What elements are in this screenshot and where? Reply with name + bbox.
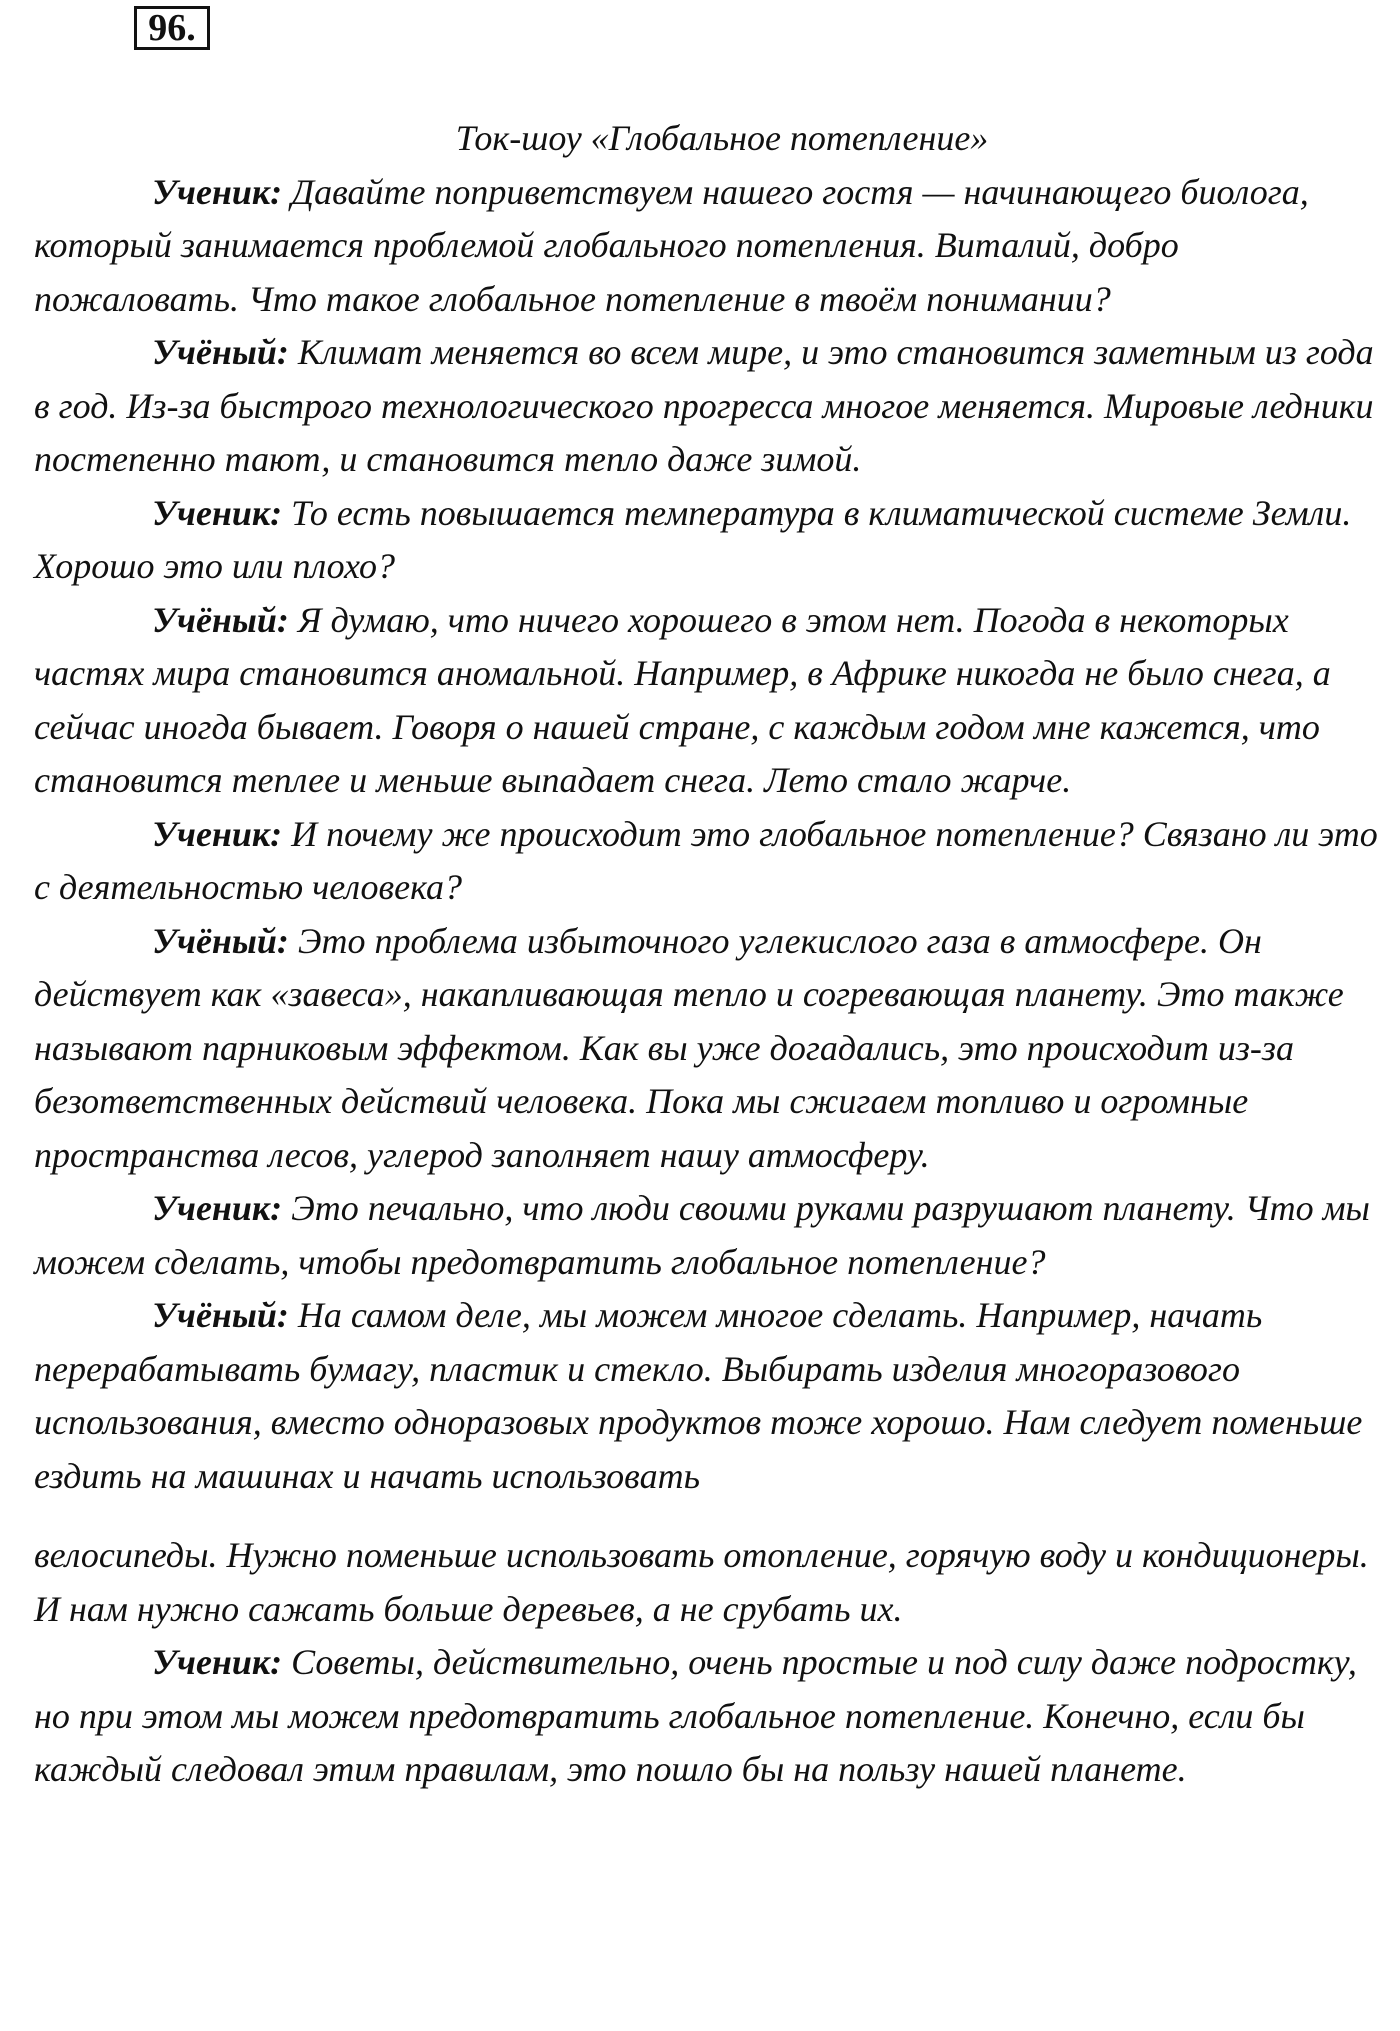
dialogue-line — [34, 915, 1380, 1183]
speaker-label: Учёный: — [152, 920, 289, 961]
line-text: Это печально, что люди своими руками разрушают планету. Что мы можем сделать, чтобы предотвратить глобальное потепление? — [34, 1188, 1370, 1282]
dialogue-line — [34, 1289, 1380, 1503]
dialogue-line — [34, 326, 1380, 487]
continuation-text: велосипеды. Нужно поменьше использовать отопление, горячую воду и кондиционеры. И нам нужно сажать больше деревьев, а не срубать их. — [34, 1535, 1369, 1629]
line-text: То есть повышается температура в климатической системе Земли. Хорошо это или плохо? — [34, 492, 1352, 586]
line-text: Давайте поприветствуем нашего гостя — начинающего биолога, который занимается проблемой глобального потепления. Виталий, добро пожаловать. Что такое глобальное потепление в твоём понимании? — [34, 171, 1309, 319]
page-gap — [34, 1503, 1380, 1529]
line-text: Это проблема избыточного углекислого газа в атмосфере. Он действует как «завеса», накапливающая тепло и согревающая планету. Это также называют парниковым эффектом. Как вы уже догадались, это происходит из-за безответственных действий человека. Пока мы сжигаем топливо и огромные пространства лесов, углерод заполняет нашу атмосферу. — [34, 920, 1344, 1175]
speaker-label: Ученик: — [152, 492, 283, 533]
line-text: Советы, действительно, очень простые и под силу даже подростку, но при этом мы можем предотвратить глобальное потепление. Конечно, если бы каждый следовал этим правилам, это пошло бы на пользу нашей планете. — [34, 1642, 1357, 1789]
dialogue-line — [34, 487, 1380, 594]
speaker-label: Ученик: — [152, 1188, 283, 1228]
speaker-label: Учёный: — [152, 1295, 289, 1335]
dialogue-line — [34, 166, 1380, 327]
speaker-label: Ученик: — [152, 171, 283, 212]
speaker-label: Ученик: — [152, 1642, 283, 1682]
speaker-label: Учёный: — [152, 332, 289, 372]
dialogue-line — [34, 808, 1380, 915]
dialogue-line — [34, 594, 1380, 808]
dialogue-title: Ток-шоу «Глобальное потепление» — [455, 118, 989, 158]
exercise-number: 96. — [134, 6, 210, 50]
dialogue-line — [34, 1636, 1380, 1797]
dialogue-line — [34, 1182, 1380, 1289]
line-text: Я думаю, что ничего хорошего в этом нет. Погода в некоторых частях мира становится аномальной. Например, в Африке никогда не было снега, а сейчас иногда бывает. Говоря о нашей стране, с каждым годом мне кажется, что становится теплее и меньше выпадает снега. Лето стало жарче. — [34, 599, 1331, 800]
line-text: На самом деле, мы можем многое сделать. Например, начать перерабатывать бумагу, пластик и стекло. Выбирать изделия многоразового использования, вместо одноразовых продуктов тоже хорошо. Нам следует поменьше ездить на машинах и начать использовать — [34, 1295, 1363, 1496]
dialogue-text — [34, 112, 1380, 1797]
speaker-label: Учёный: — [152, 599, 289, 640]
line-text: И почему же происходит это глобальное потепление? Связано ли это с деятельностью человека? — [34, 813, 1378, 907]
line-text: Климат меняется во всем мире, и это становится заметным из года в год. Из-за быстрого технологического прогресса многое меняется. Мировые ледники постепенно тают, и становится тепло даже зимой. — [34, 332, 1374, 479]
speaker-label: Ученик: — [152, 813, 283, 854]
